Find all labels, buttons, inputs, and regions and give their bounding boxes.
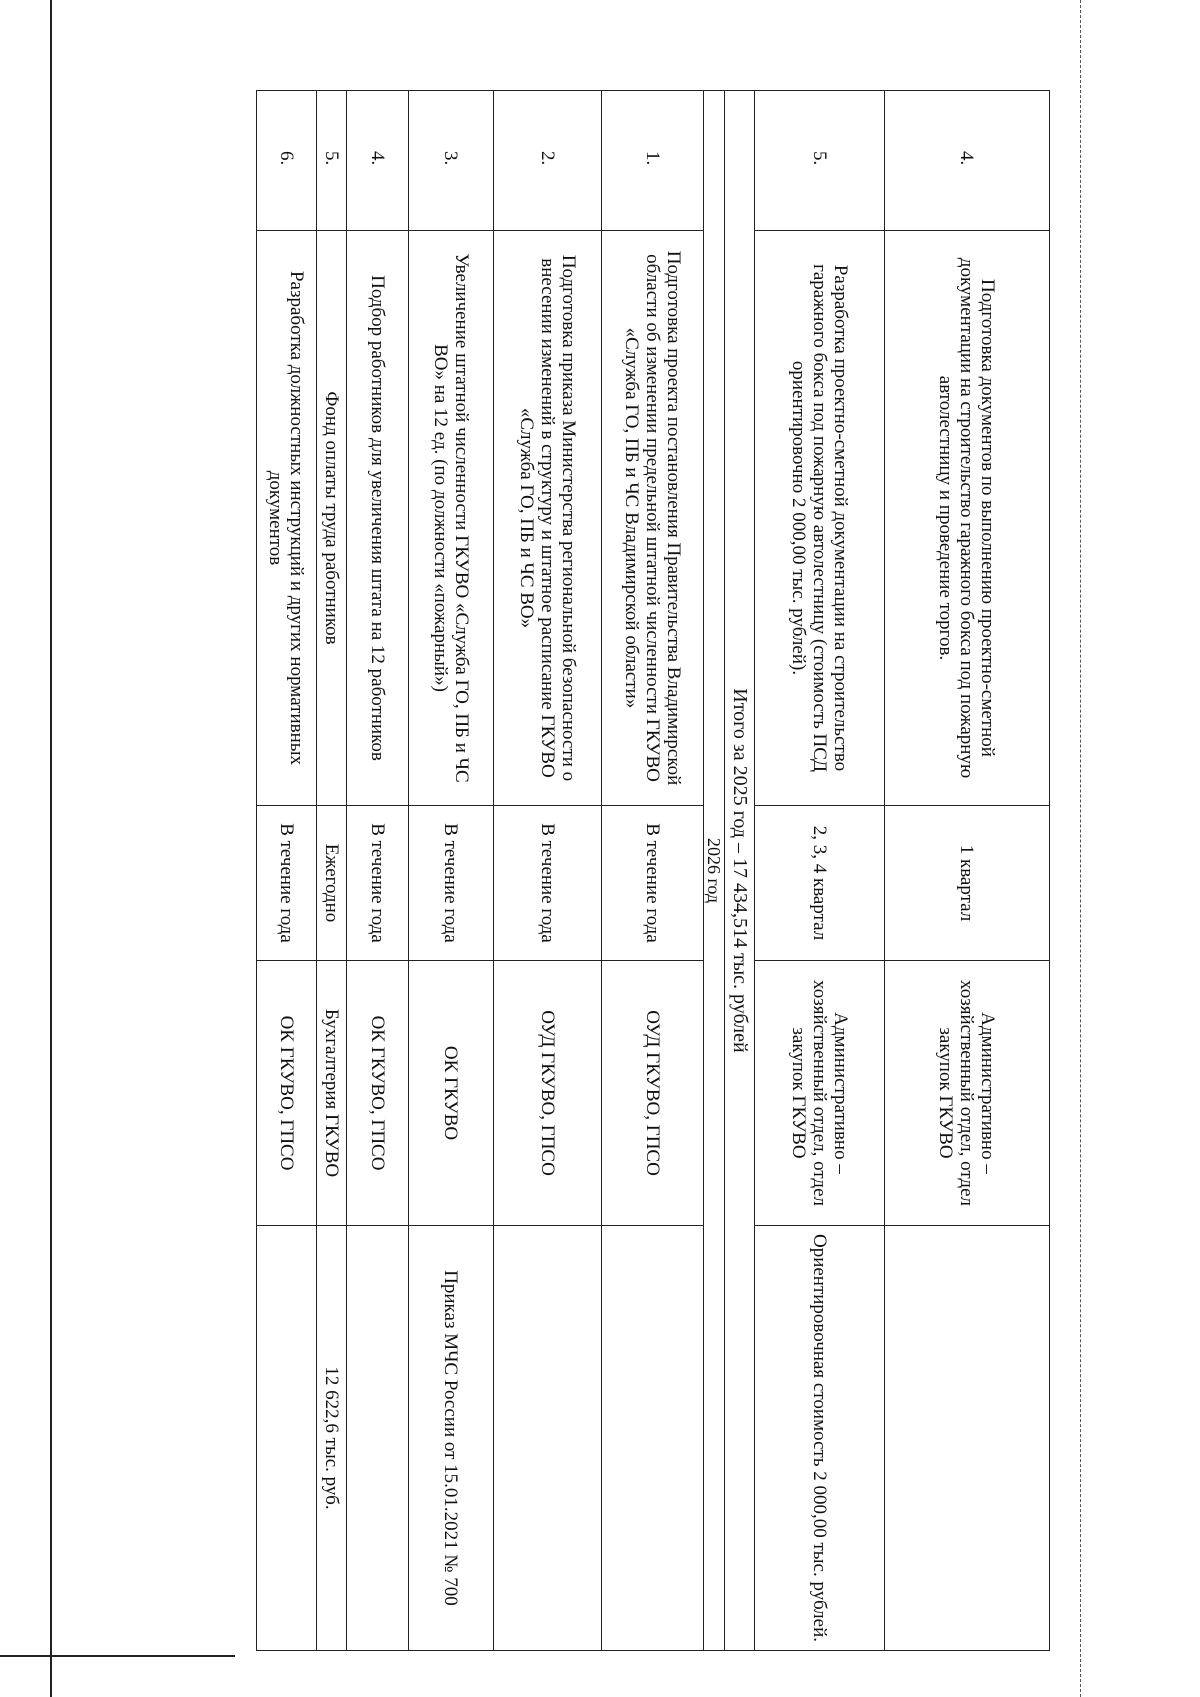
scan-border-bottom [0, 1655, 235, 1657]
row-executor: ОУД ГКУВО, ГПСО [494, 961, 602, 1226]
row-number: 1. [602, 91, 704, 231]
table-row [755, 91, 885, 1651]
row-name: Увеличение штатной численности ГКУВО «Служба ГО, ПБ и ЧС ВО» на 12 ед. (по должности «пожарный») [409, 231, 494, 806]
row-name: Разработка должностных инструкций и других нормативных документов [257, 231, 317, 806]
plan-table [256, 90, 1050, 1651]
row-executor: ОУД ГКУВО, ГПСО [602, 961, 704, 1226]
row-name: Разработка проектно-сметной документации на строительство гаражного бокса под пожарную автолестницу (стоимость ПСД ориентировочно 2 000,00 тыс. рублей). [755, 231, 885, 806]
row-number: 5. [755, 91, 885, 231]
row-term: Ежегодно [317, 806, 347, 961]
table-row [257, 91, 317, 1651]
table-row [885, 91, 1050, 1651]
row-number: 4. [885, 91, 1050, 231]
row-note: Ориентировочная стоимость 2 000,00 тыс. рублей. [755, 1226, 885, 1651]
row-term: В течение года [347, 806, 409, 961]
row-note [602, 1226, 704, 1651]
row-note [885, 1226, 1050, 1651]
row-number: 2. [494, 91, 602, 231]
table-row [602, 91, 704, 1651]
row-term: В течение года [257, 806, 317, 961]
row-note: Приказ МЧС России от 15.01.2021 № 700 [409, 1226, 494, 1651]
scan-dashed-edge [1080, 0, 1081, 1697]
row-note [494, 1226, 602, 1651]
year-2026: 2026 год [704, 91, 725, 1651]
row-executor: ОК ГКУВО, ГПСО [257, 961, 317, 1226]
row-name: Подготовка проекта постановления Правительства Владимирской области об изменении предельной штатной численности ГКУВО «Служба ГО, ПБ и ЧС Владимирской области» [602, 231, 704, 806]
table-row [347, 91, 409, 1651]
year-row [704, 91, 725, 1651]
row-term: В течение года [409, 806, 494, 961]
total-2025: Итого за 2025 год – 17 434,514 тыс. рублей [725, 91, 755, 1651]
row-number: 5. [317, 91, 347, 231]
table-row [409, 91, 494, 1651]
row-executor: Бухгалтерия ГКУВО [317, 961, 347, 1226]
row-number: 4. [347, 91, 409, 231]
row-number: 6. [257, 91, 317, 231]
row-note [257, 1226, 317, 1651]
total-row [725, 91, 755, 1651]
row-note: 12 622,6 тыс. руб. [317, 1226, 347, 1651]
table-row [317, 91, 347, 1651]
table-row [494, 91, 602, 1651]
row-term: 2, 3, 4 квартал [755, 806, 885, 961]
scan-border-left [50, 0, 52, 1697]
row-executor: ОК ГКУВО [409, 961, 494, 1226]
row-name: Подготовка приказа Министерства региональной безопасности о внесении изменений в структуру и штатное расписание ГКУВО «Служба ГО, ПБ и ЧС ВО» [494, 231, 602, 806]
row-name: Подбор работников для увеличения штата на 12 работников [347, 231, 409, 806]
row-name: Подготовка документов по выполнению проектно-сметной документации на строительство гаражного бокса под пожарную автолестницу и проведение торгов. [885, 231, 1050, 806]
row-executor: Административно – хозяйственный отдел, отдел закупок ГКУВО [755, 961, 885, 1226]
row-note [347, 1226, 409, 1651]
row-number: 3. [409, 91, 494, 231]
row-executor: ОК ГКУВО, ГПСО [347, 961, 409, 1226]
row-term: В течение года [602, 806, 704, 961]
row-term: В течение года [494, 806, 602, 961]
row-name: Фонд оплаты труда работников [317, 231, 347, 806]
row-executor: Административно – хозяйственный отдел, отдел закупок ГКУВО [885, 961, 1050, 1226]
rotated-page [85, 90, 1050, 1650]
row-term: 1 квартал [885, 806, 1050, 961]
